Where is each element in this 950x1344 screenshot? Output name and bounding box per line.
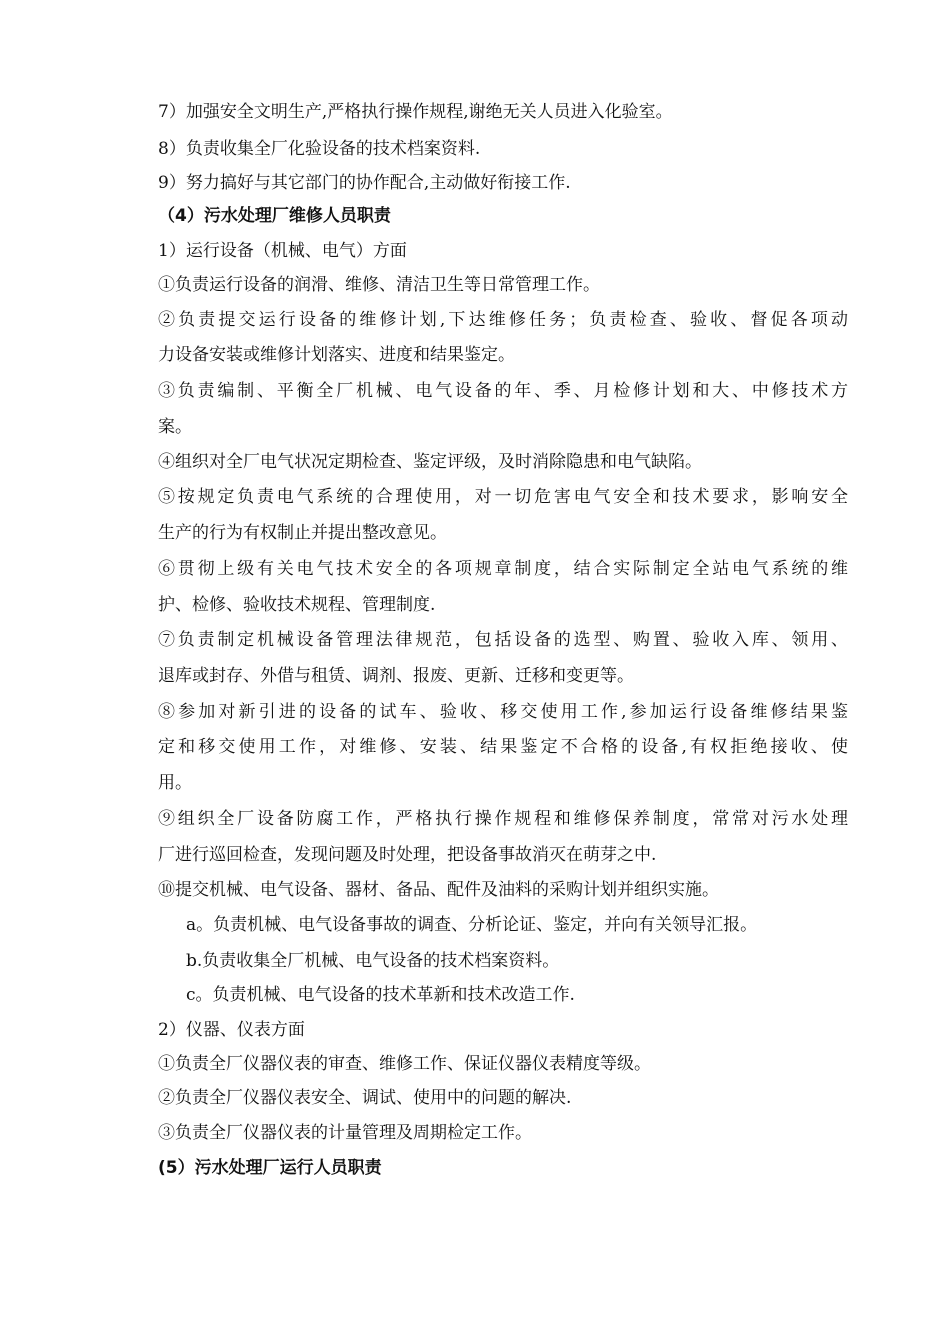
paragraph-line: ⑦负责制定机械设备管理法律规范，包括设备的选型、购置、验收入库、领用、 <box>158 630 848 650</box>
subsection-heading: 1）运行设备（机械、电气）方面 <box>158 241 407 261</box>
paragraph-line: ⑧参加对新引进的设备的试车、验收、移交使用工作,参加运行设备维修结果鉴 <box>158 702 848 722</box>
paragraph-line: 8）负责收集全厂化验设备的技术档案资料. <box>158 139 481 159</box>
paragraph-line: 定和移交使用工作，对维修、安装、结果鉴定不合格的设备,有权拒绝接收、使 <box>158 737 848 757</box>
paragraph-line: 7）加强安全文明生产,严格执行操作规程,谢绝无关人员进入化验室。 <box>158 102 673 122</box>
paragraph-line: 9）努力搞好与其它部门的协作配合,主动做好衔接工作. <box>158 173 571 193</box>
paragraph-line: ⑤按规定负责电气系统的合理使用，对一切危害电气安全和技术要求，影响安全 <box>158 487 848 507</box>
paragraph-line: 生产的行为有权制止并提出整改意见。 <box>158 523 447 543</box>
paragraph-line: ⑨组织全厂设备防腐工作，严格执行操作规程和维修保养制度，常常对污水处理 <box>158 809 848 829</box>
paragraph-line: 护、检修、验收技术规程、管理制度. <box>158 595 436 615</box>
paragraph-line: ②负责全厂仪器仪表安全、调试、使用中的问题的解决. <box>158 1088 572 1108</box>
paragraph-line: 用。 <box>158 773 192 793</box>
paragraph-line: 力设备安装或维修计划落实、进度和结果鉴定。 <box>158 345 515 365</box>
list-item: b.负责收集全厂机械、电气设备的技术档案资料。 <box>186 951 560 971</box>
paragraph-line: ⑩提交机械、电气设备、器材、备品、配件及油料的采购计划并组织实施。 <box>158 880 719 900</box>
paragraph-line: ④组织对全厂电气状况定期检查、鉴定评级，及时消除隐患和电气缺陷。 <box>158 452 702 472</box>
paragraph-line: ①负责运行设备的润滑、维修、清洁卫生等日常管理工作。 <box>158 275 600 295</box>
subsection-heading: 2）仪器、仪表方面 <box>158 1020 305 1040</box>
paragraph-line: 案。 <box>158 417 192 437</box>
paragraph-line: ⑥贯彻上级有关电气技术安全的各项规章制度，结合实际制定全站电气系统的维 <box>158 559 848 579</box>
paragraph-line: ②负责提交运行设备的维修计划,下达维修任务；负责检查、验收、督促各项动 <box>158 310 848 330</box>
paragraph-line: ③负责编制、平衡全厂机械、电气设备的年、季、月检修计划和大、中修技术方 <box>158 381 848 401</box>
list-item: c。负责机械、电气设备的技术革新和技术改造工作. <box>186 985 575 1005</box>
paragraph-line: 退库或封存、外借与租赁、调剂、报废、更新、迁移和变更等。 <box>158 666 634 686</box>
paragraph-line: ③负责全厂仪器仪表的计量管理及周期检定工作。 <box>158 1123 532 1143</box>
section-heading: （4）污水处理厂维修人员职责 <box>158 206 391 226</box>
section-heading: (5）污水处理厂运行人员职责 <box>158 1158 382 1178</box>
paragraph-line: 厂进行巡回检查，发现问题及时处理，把设备事故消灭在萌芽之中. <box>158 845 657 865</box>
paragraph-line: ①负责全厂仪器仪表的审查、维修工作、保证仪器仪表精度等级。 <box>158 1054 651 1074</box>
list-item: a。负责机械、电气设备事故的调查、分析论证、鉴定，并向有关领导汇报。 <box>186 915 758 935</box>
